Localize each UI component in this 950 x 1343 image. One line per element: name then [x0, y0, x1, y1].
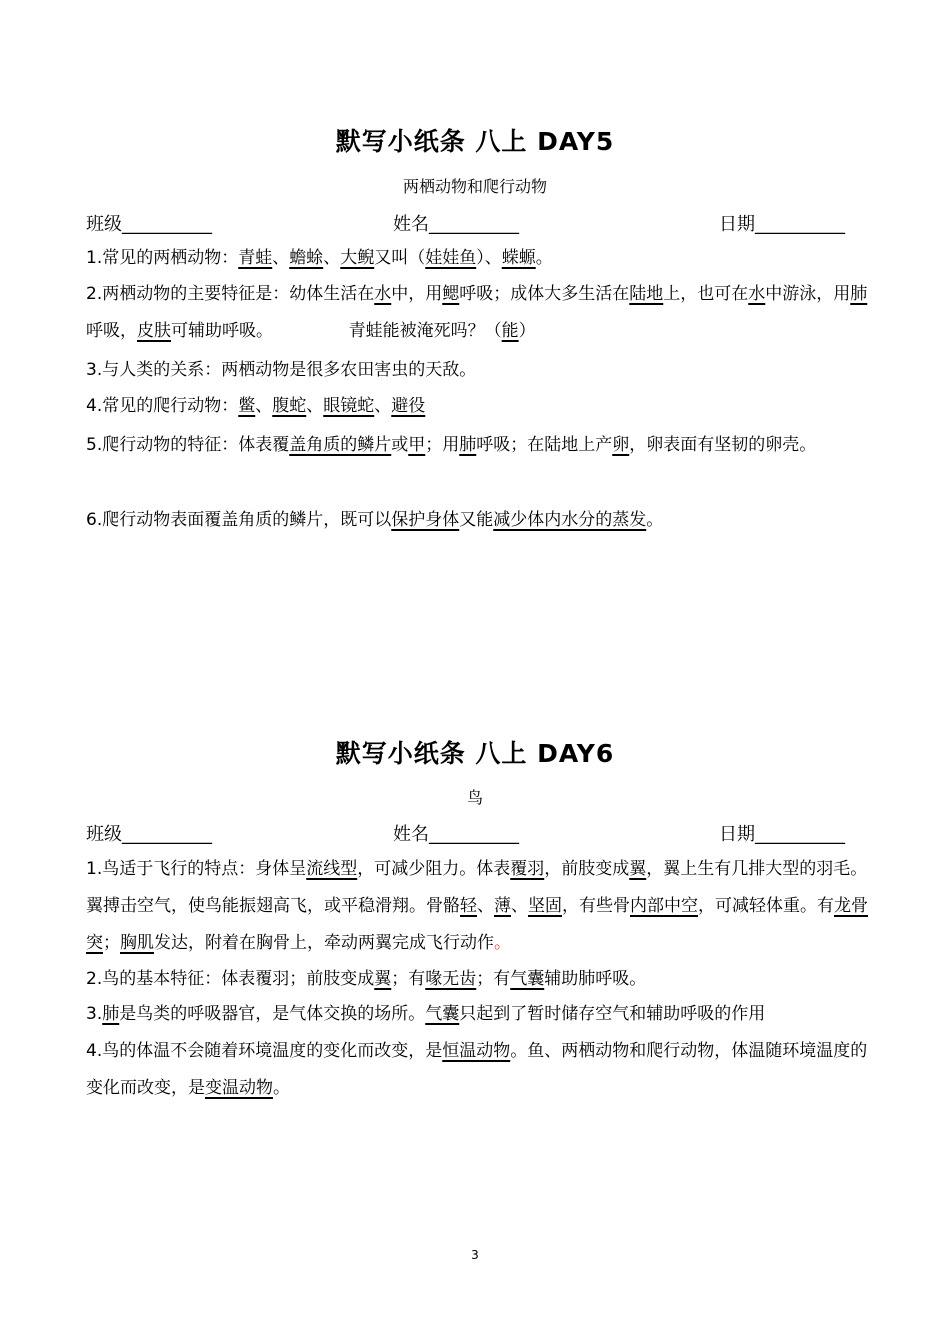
day6-class-field[interactable]: 班级__________ — [86, 824, 212, 845]
day5-name-field[interactable]: 姓名__________ — [393, 214, 519, 235]
text-segment: ，可减少阻力。体表 — [357, 859, 511, 879]
day5-item-4 — [86, 388, 876, 425]
text-segment: 发达，附着在胸骨上，牵动两翼完成飞行动作 — [154, 933, 494, 953]
text-segment: ，卵表面有坚韧的卵壳。 — [629, 435, 817, 455]
text-segment: 4.常见的爬行动物： — [86, 396, 239, 416]
answer-text: 轻 — [460, 896, 477, 916]
answer-text: 腹蛇 — [272, 396, 307, 416]
text-segment: 或 — [391, 435, 409, 455]
text-segment: 。 — [273, 1078, 290, 1098]
text-segment: 又能 — [459, 510, 494, 530]
text-segment: ，可减轻体重。有 — [698, 896, 834, 916]
text-segment: 、 — [374, 396, 392, 416]
text-segment: 。 — [535, 248, 553, 268]
page-number: 3 — [471, 1248, 479, 1262]
text-segment: 只起到了暂时储存空气和辅助呼吸的作用 — [459, 1004, 766, 1024]
text-segment: 青蛙能被淹死吗？（ — [348, 321, 502, 341]
day5-subtitle: 两栖动物和爬行动物 — [402, 177, 547, 196]
answer-text: 薄 — [494, 896, 511, 916]
answer-text: 娃娃鱼 — [425, 248, 477, 268]
day5-class-field[interactable]: 班级__________ — [86, 214, 212, 235]
answer-text: 减少体内水分的蒸发 — [493, 510, 647, 530]
text-segment: ） — [518, 321, 536, 341]
answer-text: 龙骨突 — [86, 896, 868, 953]
text-segment: 上，也可在 — [663, 284, 749, 304]
text-segment: ，前肢变成 — [544, 859, 630, 879]
day5-item-1 — [86, 240, 876, 277]
text-segment: 3.与人类的关系：两栖动物是很多农田害虫的天敌。 — [86, 360, 477, 380]
text-segment: 6.爬行动物表面覆盖角质的鳞片，既可以 — [86, 510, 392, 530]
text-segment: ，有些骨 — [562, 896, 630, 916]
day6-item-4 — [86, 1033, 876, 1107]
answer-text: 陆地 — [629, 284, 664, 304]
answer-text: 鳃 — [442, 284, 460, 304]
answer-text: 变温动物 — [205, 1078, 273, 1098]
text-segment: 、 — [272, 248, 290, 268]
answer-text: 坚固 — [528, 896, 562, 916]
day6-item-3 — [86, 996, 876, 1033]
text-segment: 、 — [323, 248, 341, 268]
text-segment: 3. — [86, 1004, 103, 1024]
answer-text: 肺 — [850, 284, 868, 304]
answer-text: 盖角质的鳞片 — [289, 435, 392, 455]
answer-text: 内部中空 — [630, 896, 698, 916]
text-segment: 辅助肺呼吸。 — [544, 969, 647, 989]
answer-text: 鳖 — [238, 396, 256, 416]
answer-text: 眼镜蛇 — [323, 396, 375, 416]
answer-text: 青蛙 — [238, 248, 273, 268]
answer-text: 水 — [374, 284, 392, 304]
answer-text: 蝾螈 — [501, 248, 536, 268]
answer-text: 胸肌 — [120, 933, 154, 953]
answer-text: 翼 — [374, 969, 392, 989]
text-segment: ；有 — [391, 969, 426, 989]
answer-text: 恒温动物 — [442, 1041, 511, 1061]
text-segment: 。 — [646, 510, 664, 530]
day5-date-field[interactable]: 日期__________ — [719, 214, 845, 235]
text-segment: 2.两栖动物的主要特征是：幼体生活在 — [86, 284, 375, 304]
text-segment: ；用 — [425, 435, 460, 455]
day6-title: 默写小纸条 八上 DAY6 — [335, 739, 615, 768]
day6-name-field[interactable]: 姓名__________ — [393, 824, 519, 845]
text-segment: 、 — [255, 396, 273, 416]
text-segment: 呼吸；成体大多生活在 — [459, 284, 630, 304]
text-segment — [273, 321, 349, 341]
text-segment: ）、 — [476, 248, 502, 268]
text-segment: 1.常见的两栖动物： — [86, 248, 239, 268]
text-segment: 中，用 — [391, 284, 443, 304]
day5-item-6 — [86, 502, 876, 539]
text-segment: 1.鸟适于飞行的特点：身体呈 — [86, 859, 307, 879]
text-segment: 中游泳，用 — [765, 284, 851, 304]
day6-item-2 — [86, 961, 876, 998]
answer-text: 甲 — [408, 435, 426, 455]
text-segment: 。鱼、两栖动物和爬行动物，体温随环境温度的变化而改变，是 — [86, 1041, 868, 1098]
text-segment: 、 — [511, 896, 528, 916]
day5-item-3 — [86, 352, 876, 389]
text-segment: 、 — [477, 896, 494, 916]
day6-subtitle: 鸟 — [466, 788, 483, 807]
answer-text: 气囊 — [425, 1004, 460, 1024]
text-segment: 2.鸟的基本特征：体表覆羽；前肢变成 — [86, 969, 375, 989]
text-segment: 4.鸟的体温不会随着环境温度的变化而改变，是 — [86, 1041, 443, 1061]
answer-text: 喙无齿 — [425, 969, 477, 989]
text-segment: 呼吸， — [86, 321, 137, 341]
day5-title: 默写小纸条 八上 DAY5 — [335, 127, 615, 156]
text-segment: 可辅助呼吸。 — [171, 321, 273, 341]
text-segment: 5.爬行动物的特征：体表覆 — [86, 435, 290, 455]
text-segment: ； — [103, 933, 120, 953]
answer-text: 能 — [501, 321, 519, 341]
day6-item-1 — [86, 851, 876, 962]
answer-text: 肺 — [102, 1004, 120, 1024]
answer-text: 肺 — [459, 435, 477, 455]
text-segment: 是鸟类的呼吸器官，是气体交换的场所。 — [119, 1004, 426, 1024]
day5-item-5 — [86, 427, 876, 464]
answer-text: 卵 — [612, 435, 630, 455]
answer-text: 蟾蜍 — [289, 248, 324, 268]
answer-text: 翼 — [629, 859, 647, 879]
answer-text: 保护身体 — [391, 510, 460, 530]
answer-text: 气囊 — [510, 969, 545, 989]
text-segment: 、 — [306, 396, 324, 416]
text-segment: 又叫（ — [374, 248, 426, 268]
text-segment: 呼吸；在陆地上产 — [476, 435, 613, 455]
answer-text: 覆羽 — [510, 859, 545, 879]
answer-text: 流线型 — [306, 859, 358, 879]
day5-item-2 — [86, 276, 876, 350]
day6-date-field[interactable]: 日期__________ — [719, 824, 845, 845]
text-segment: 。 — [494, 933, 511, 953]
text-segment: ，翼上生有几排大型的羽毛。翼搏击空气，使鸟能振翅高飞，或平稳滑翔。骨骼 — [86, 859, 868, 916]
answer-text: 皮肤 — [137, 321, 171, 341]
answer-text: 大鲵 — [340, 248, 375, 268]
text-segment: ；有 — [476, 969, 511, 989]
answer-text: 避役 — [391, 396, 426, 416]
answer-text: 水 — [748, 284, 766, 304]
